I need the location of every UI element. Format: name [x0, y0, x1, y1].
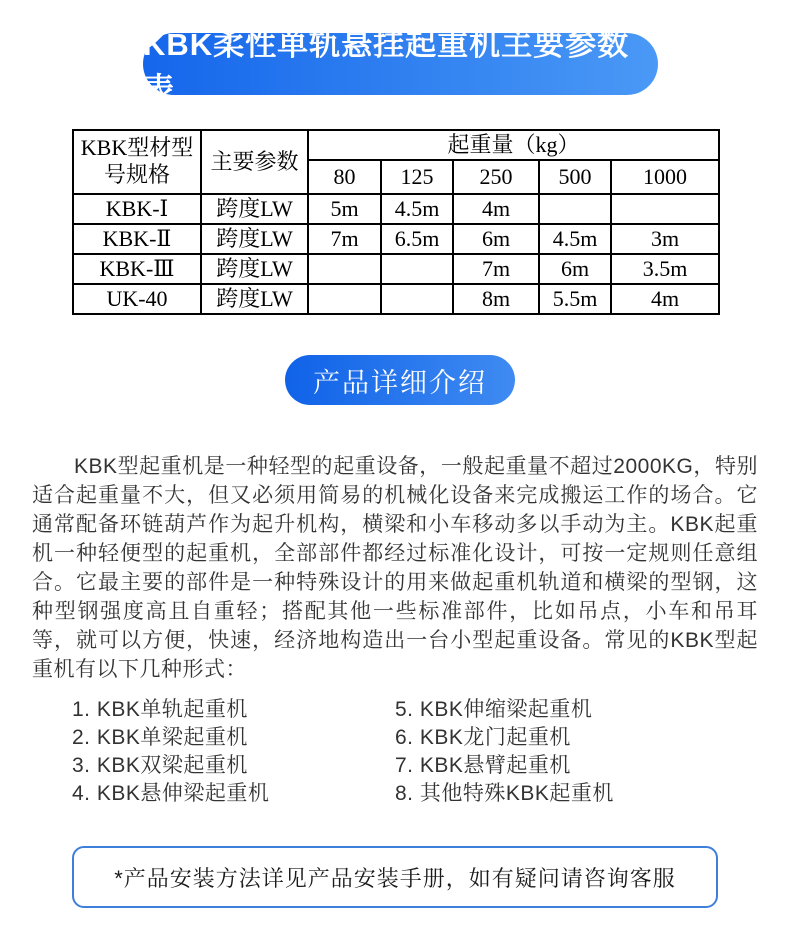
span-cell [381, 254, 453, 284]
list-item: 3. KBK双梁起重机 [72, 754, 248, 777]
crane-type-list-left [72, 696, 395, 808]
span-cell: 3.5m [611, 254, 719, 284]
table-row [73, 194, 719, 224]
table-header-row [73, 130, 719, 160]
span-cell: 6.5m [381, 224, 453, 254]
span-cell: 6m [539, 254, 611, 284]
model-cell: UK-40 [73, 284, 201, 314]
header-capacity: 250 [453, 160, 539, 194]
product-detail-section-header [285, 355, 515, 405]
param-cell: 跨度LW [201, 254, 308, 284]
intro-paragraph: KBK型起重机是一种轻型的起重设备，一般起重量不超过2000KG，特别适合起重量不大，但又必须用简易的机械化设备来完成搬运工作的场合。它通常配备环链葫芦作为起升机构，横梁和小车移动多以手动为主。KBK起重机一种轻便型的起重机，全部部件都经过标准化设计，可按一定规则任意组合。它最主要的部件是一种特殊设计的用来做起重机轨道和横梁的型钢，这种型钢强度高且自重轻；搭配其他一些标准部件，比如吊点，小车和吊耳等，就可以方便，快速，经济地构造出一台小型起重设备。常见的KBK型起重机有以下几种形式： [32, 455, 758, 681]
param-cell: 跨度LW [201, 224, 308, 254]
list-item: 2. KBK单梁起重机 [72, 726, 248, 749]
list-item: 8. 其他特殊KBK起重机 [395, 782, 614, 805]
span-cell: 7m [308, 224, 381, 254]
span-cell: 4.5m [381, 194, 453, 224]
parameter-table [72, 129, 720, 315]
model-cell: KBK-Ⅱ [73, 224, 201, 254]
list-item: 5. KBK伸缩梁起重机 [395, 698, 593, 721]
crane-type-list-right [395, 696, 614, 808]
list-item: 1. KBK单轨起重机 [72, 698, 248, 721]
span-cell: 5m [308, 194, 381, 224]
installation-note-box [72, 846, 718, 908]
span-cell: 8m [453, 284, 539, 314]
table-row [73, 284, 719, 314]
param-cell: 跨度LW [201, 194, 308, 224]
span-cell: 4.5m [539, 224, 611, 254]
model-cell: KBK-Ⅲ [73, 254, 201, 284]
header-capacity: 500 [539, 160, 611, 194]
table-row [73, 254, 719, 284]
header-capacity: 1000 [611, 160, 719, 194]
header-capacity-group: 起重量（kg） [308, 130, 719, 160]
span-cell [308, 284, 381, 314]
span-cell [308, 254, 381, 284]
span-cell [539, 194, 611, 224]
header-model: KBK型材型号规格 [73, 130, 201, 194]
header-capacity: 80 [308, 160, 381, 194]
span-cell: 4m [453, 194, 539, 224]
span-cell: 7m [453, 254, 539, 284]
table-row [73, 224, 719, 254]
crane-type-list [72, 696, 790, 808]
span-cell: 4m [611, 284, 719, 314]
list-item: 7. KBK悬臂起重机 [395, 754, 571, 777]
span-cell: 6m [453, 224, 539, 254]
span-cell [611, 194, 719, 224]
page-title-banner [143, 27, 658, 107]
page-title: KBK柔性单轨悬挂起重机主要参数表 [143, 27, 630, 107]
param-cell: 跨度LW [201, 284, 308, 314]
list-item: 6. KBK龙门起重机 [395, 726, 571, 749]
installation-note-text: *产品安装方法详见产品安装手册，如有疑问请咨询客服 [114, 865, 676, 891]
section-header-label: 产品详细介绍 [313, 367, 487, 398]
span-cell [381, 284, 453, 314]
span-cell: 5.5m [539, 284, 611, 314]
header-param: 主要参数 [201, 130, 308, 194]
model-cell: KBK-Ⅰ [73, 194, 201, 224]
list-item: 4. KBK悬伸梁起重机 [72, 782, 270, 805]
header-capacity: 125 [381, 160, 453, 194]
span-cell: 3m [611, 224, 719, 254]
